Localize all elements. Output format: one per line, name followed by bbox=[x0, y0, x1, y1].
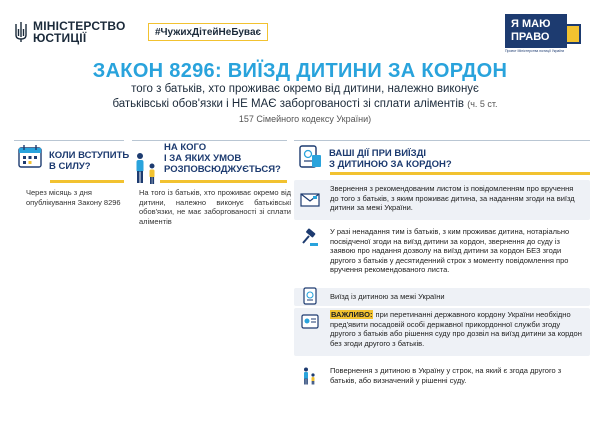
col1-heading bbox=[16, 142, 129, 172]
col3-heading-line1: ВАШІ ДІЇ ПРИ ВИЇЗДІ bbox=[329, 148, 427, 159]
col1-heading-line1: КОЛИ ВСТУПИТЬ bbox=[49, 150, 130, 161]
lead-reference: (ч. 5 ст. 157 Сімейного кодексу України) bbox=[238, 99, 498, 124]
step-letter-text: Звернення з рекомендованим листом із повідомленням про вручення до того з батьків, з яким проживає дитина, за наданням згоди на виїзд дитини за межі України. bbox=[330, 184, 575, 212]
step-return-text: Повернення з дитиною в Україну у строк, на який є згода другого з батьків, або визначений у рішенні суду. bbox=[330, 366, 562, 385]
pravo-logo bbox=[505, 14, 585, 54]
pravo-subtitle: Проект Міністерства юстиції України bbox=[505, 49, 565, 53]
ministry-logo bbox=[14, 20, 126, 44]
underline-accent bbox=[160, 180, 287, 183]
col2-text: На того із батьків, хто проживає окремо від дитини, належно виконує батьківські обов'язки, не має заборгованості зі сплати аліментів bbox=[139, 188, 291, 226]
hashtag-badge: #ЧужихДітейНеБуває bbox=[148, 23, 268, 41]
col3-heading bbox=[296, 142, 452, 170]
col2-heading-line2: І ЗА ЯКИХ УМОВ bbox=[164, 153, 242, 164]
envelope-icon bbox=[300, 190, 320, 210]
lead-text: того з батьків, хто проживає окремо від дитини, належно виконує батьківські обов'язки і НЕ МАЄ заборгованості зі сплати аліментів bbox=[112, 83, 479, 110]
header bbox=[0, 0, 600, 60]
step-court-text: У разі ненадання тим із батьків, з ким проживає дитина, нотаріально посвідченої згоди на виїзд дитини за кордон, звернення до суду із заявою про надання дозволу на виїзд дитини за кордон БЕЗ згоди другого з батьків у десятиденний строк з моменту повідомлення про вручення рекомендованого листа. bbox=[330, 227, 570, 274]
col2-heading-line1: НА КОГО bbox=[164, 142, 207, 153]
divider bbox=[132, 140, 287, 141]
step-important-text bbox=[330, 310, 582, 348]
family-icon bbox=[133, 150, 159, 188]
col2-heading-line3: РОЗПОВСЮДЖУЄТЬСЯ? bbox=[164, 164, 281, 175]
divider bbox=[294, 140, 590, 141]
step-box-return bbox=[294, 360, 590, 396]
step-box-departure bbox=[294, 288, 590, 306]
passport-icon bbox=[300, 286, 320, 306]
important-body: при перетинанні державного кордону України необхідно пред'явити посадовій особі державної прикордонної служби згоду другого з батьків або рішення суду про дозвіл на виїзд дитини за кордон без згоди другого з батьків. bbox=[330, 310, 582, 348]
parent-child-icon bbox=[300, 366, 320, 386]
pravo-box bbox=[505, 14, 567, 48]
document-icon bbox=[300, 312, 320, 332]
lead-paragraph bbox=[110, 82, 500, 127]
ministry-line1: МІНІСТЕРСТВО bbox=[33, 19, 126, 33]
col1-text: Через місяць з дня опублікування Закону 8296 bbox=[26, 188, 121, 207]
important-label: ВАЖЛИВО: bbox=[331, 310, 373, 319]
step-box-court bbox=[294, 224, 590, 282]
step-box-letter bbox=[294, 180, 590, 220]
col3-heading-line2: З ДИТИНОЮ ЗА КОРДОН? bbox=[329, 159, 452, 170]
ministry-line2: ЮСТИЦІЇ bbox=[33, 31, 87, 45]
pravo-line2: ПРАВО bbox=[511, 31, 550, 43]
divider bbox=[14, 140, 124, 141]
trident-icon bbox=[14, 21, 28, 43]
step-departure-text: Виїзд із дитиною за межі України bbox=[330, 292, 445, 301]
underline-accent bbox=[330, 172, 590, 175]
calendar-icon bbox=[16, 142, 44, 170]
pravo-line1: Я МАЮ bbox=[511, 18, 551, 30]
col1-heading-line2: В СИЛУ? bbox=[49, 161, 91, 172]
ministry-name bbox=[33, 20, 126, 44]
page-title: ЗАКОН 8296: ВИЇЗД ДИТИНИ ЗА КОРДОН bbox=[92, 60, 508, 82]
step-box-important bbox=[294, 308, 590, 356]
gavel-icon bbox=[300, 228, 320, 248]
passport-icon bbox=[296, 142, 324, 170]
underline-accent bbox=[50, 180, 124, 183]
